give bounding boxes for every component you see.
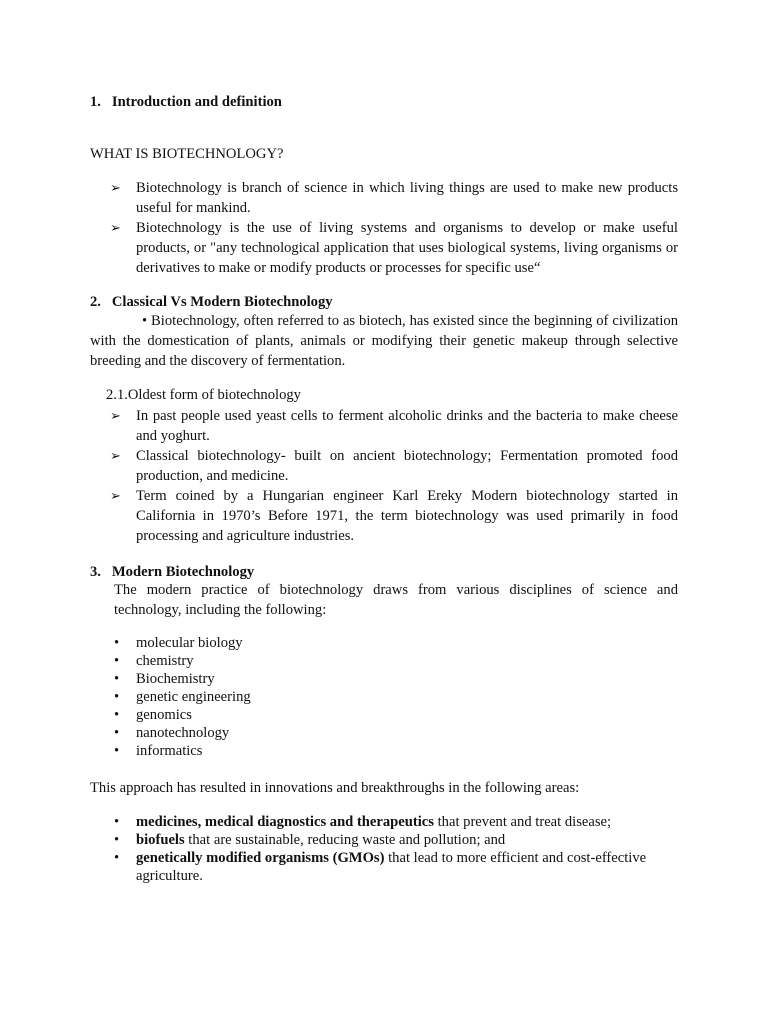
list-item: • informatics [114,743,203,759]
list-item: • biofuels that are sustainable, reducing waste and pollution; and [114,832,506,848]
arrow-bullet-icon: ➢ [110,488,121,503]
section-2-1-subheading: 2.1.Oldest form of biotechnology [106,387,301,403]
dot-bullet-icon: • [114,832,120,848]
list-item: • medicines, medical diagnostics and therapeutics that prevent and treat disease; [114,814,612,830]
definition-list [110,178,678,278]
arrow-bullet-icon: ➢ [110,448,121,463]
list-item: ➢ Biotechnology is branch of science in which living things are used to make new products useful for mankind. [110,180,678,216]
list-item: ➢ Classical biotechnology- built on ancient biotechnology; Fermentation promoted food production, and medicine. [110,448,678,484]
disciplines-list [114,634,674,760]
list-item: • genomics [114,707,192,723]
section-2-heading: 2. Classical Vs Modern Biotechnology [90,294,333,310]
section-2-paragraph: • Biotechnology, often referred to as biotech, has existed since the beginning of civilization with the domestication of plants, animals or modifying their genetic makeup through selective breeding and the discovery of fermentation. [90,313,678,369]
list-item: • molecular biology [114,635,243,651]
dot-bullet-icon: • [114,653,120,669]
dot-bullet-icon: • [114,725,120,741]
dot-bullet-icon: • [114,814,120,830]
section-1-heading: 1. Introduction and definition [90,94,282,110]
dot-bullet-icon: • [114,689,120,705]
section-3-intro: The modern practice of biotechnology draws from various disciplines of science and technology, including the following: [114,582,678,618]
arrow-bullet-icon: ➢ [110,408,121,423]
list-item: ➢ Biotechnology is the use of living systems and organisms to develop or make useful products, or "any technological application that uses biological systems, living organisms or derivatives to make or modify products or processes for specific use“ [110,220,678,276]
dot-bullet-icon: • [114,635,120,651]
list-item: • genetic engineering [114,689,251,705]
dot-bullet-icon: • [114,850,120,866]
section-3-heading: 3. Modern Biotechnology [90,564,255,580]
oldest-form-list [110,406,678,546]
list-item: • nanotechnology [114,725,230,741]
biotech-question: WHAT IS BIOTECHNOLOGY? [90,146,284,162]
dot-bullet-icon: • [114,671,120,687]
arrow-bullet-icon: ➢ [110,180,121,195]
list-item: • chemistry [114,653,194,669]
list-item: • genetically modified organisms (GMOs) that lead to more efficient and cost-effective agriculture. [114,850,647,884]
dot-bullet-icon: • [114,743,120,759]
list-item: • Biochemistry [114,671,215,687]
dot-bullet-icon: • [114,707,120,723]
arrow-bullet-icon: ➢ [110,220,121,235]
list-item: ➢ In past people used yeast cells to ferment alcoholic drinks and the bacteria to make cheese and yoghurt. [110,408,678,444]
areas-list [114,813,674,885]
list-item: ➢ Term coined by a Hungarian engineer Karl Ereky Modern biotechnology started in California in 1970’s Before 1971, the term biotechnology was used primarily in food processing and agriculture industries. [110,488,678,544]
approach-sentence: This approach has resulted in innovations and breakthroughs in the following areas: [90,780,580,796]
